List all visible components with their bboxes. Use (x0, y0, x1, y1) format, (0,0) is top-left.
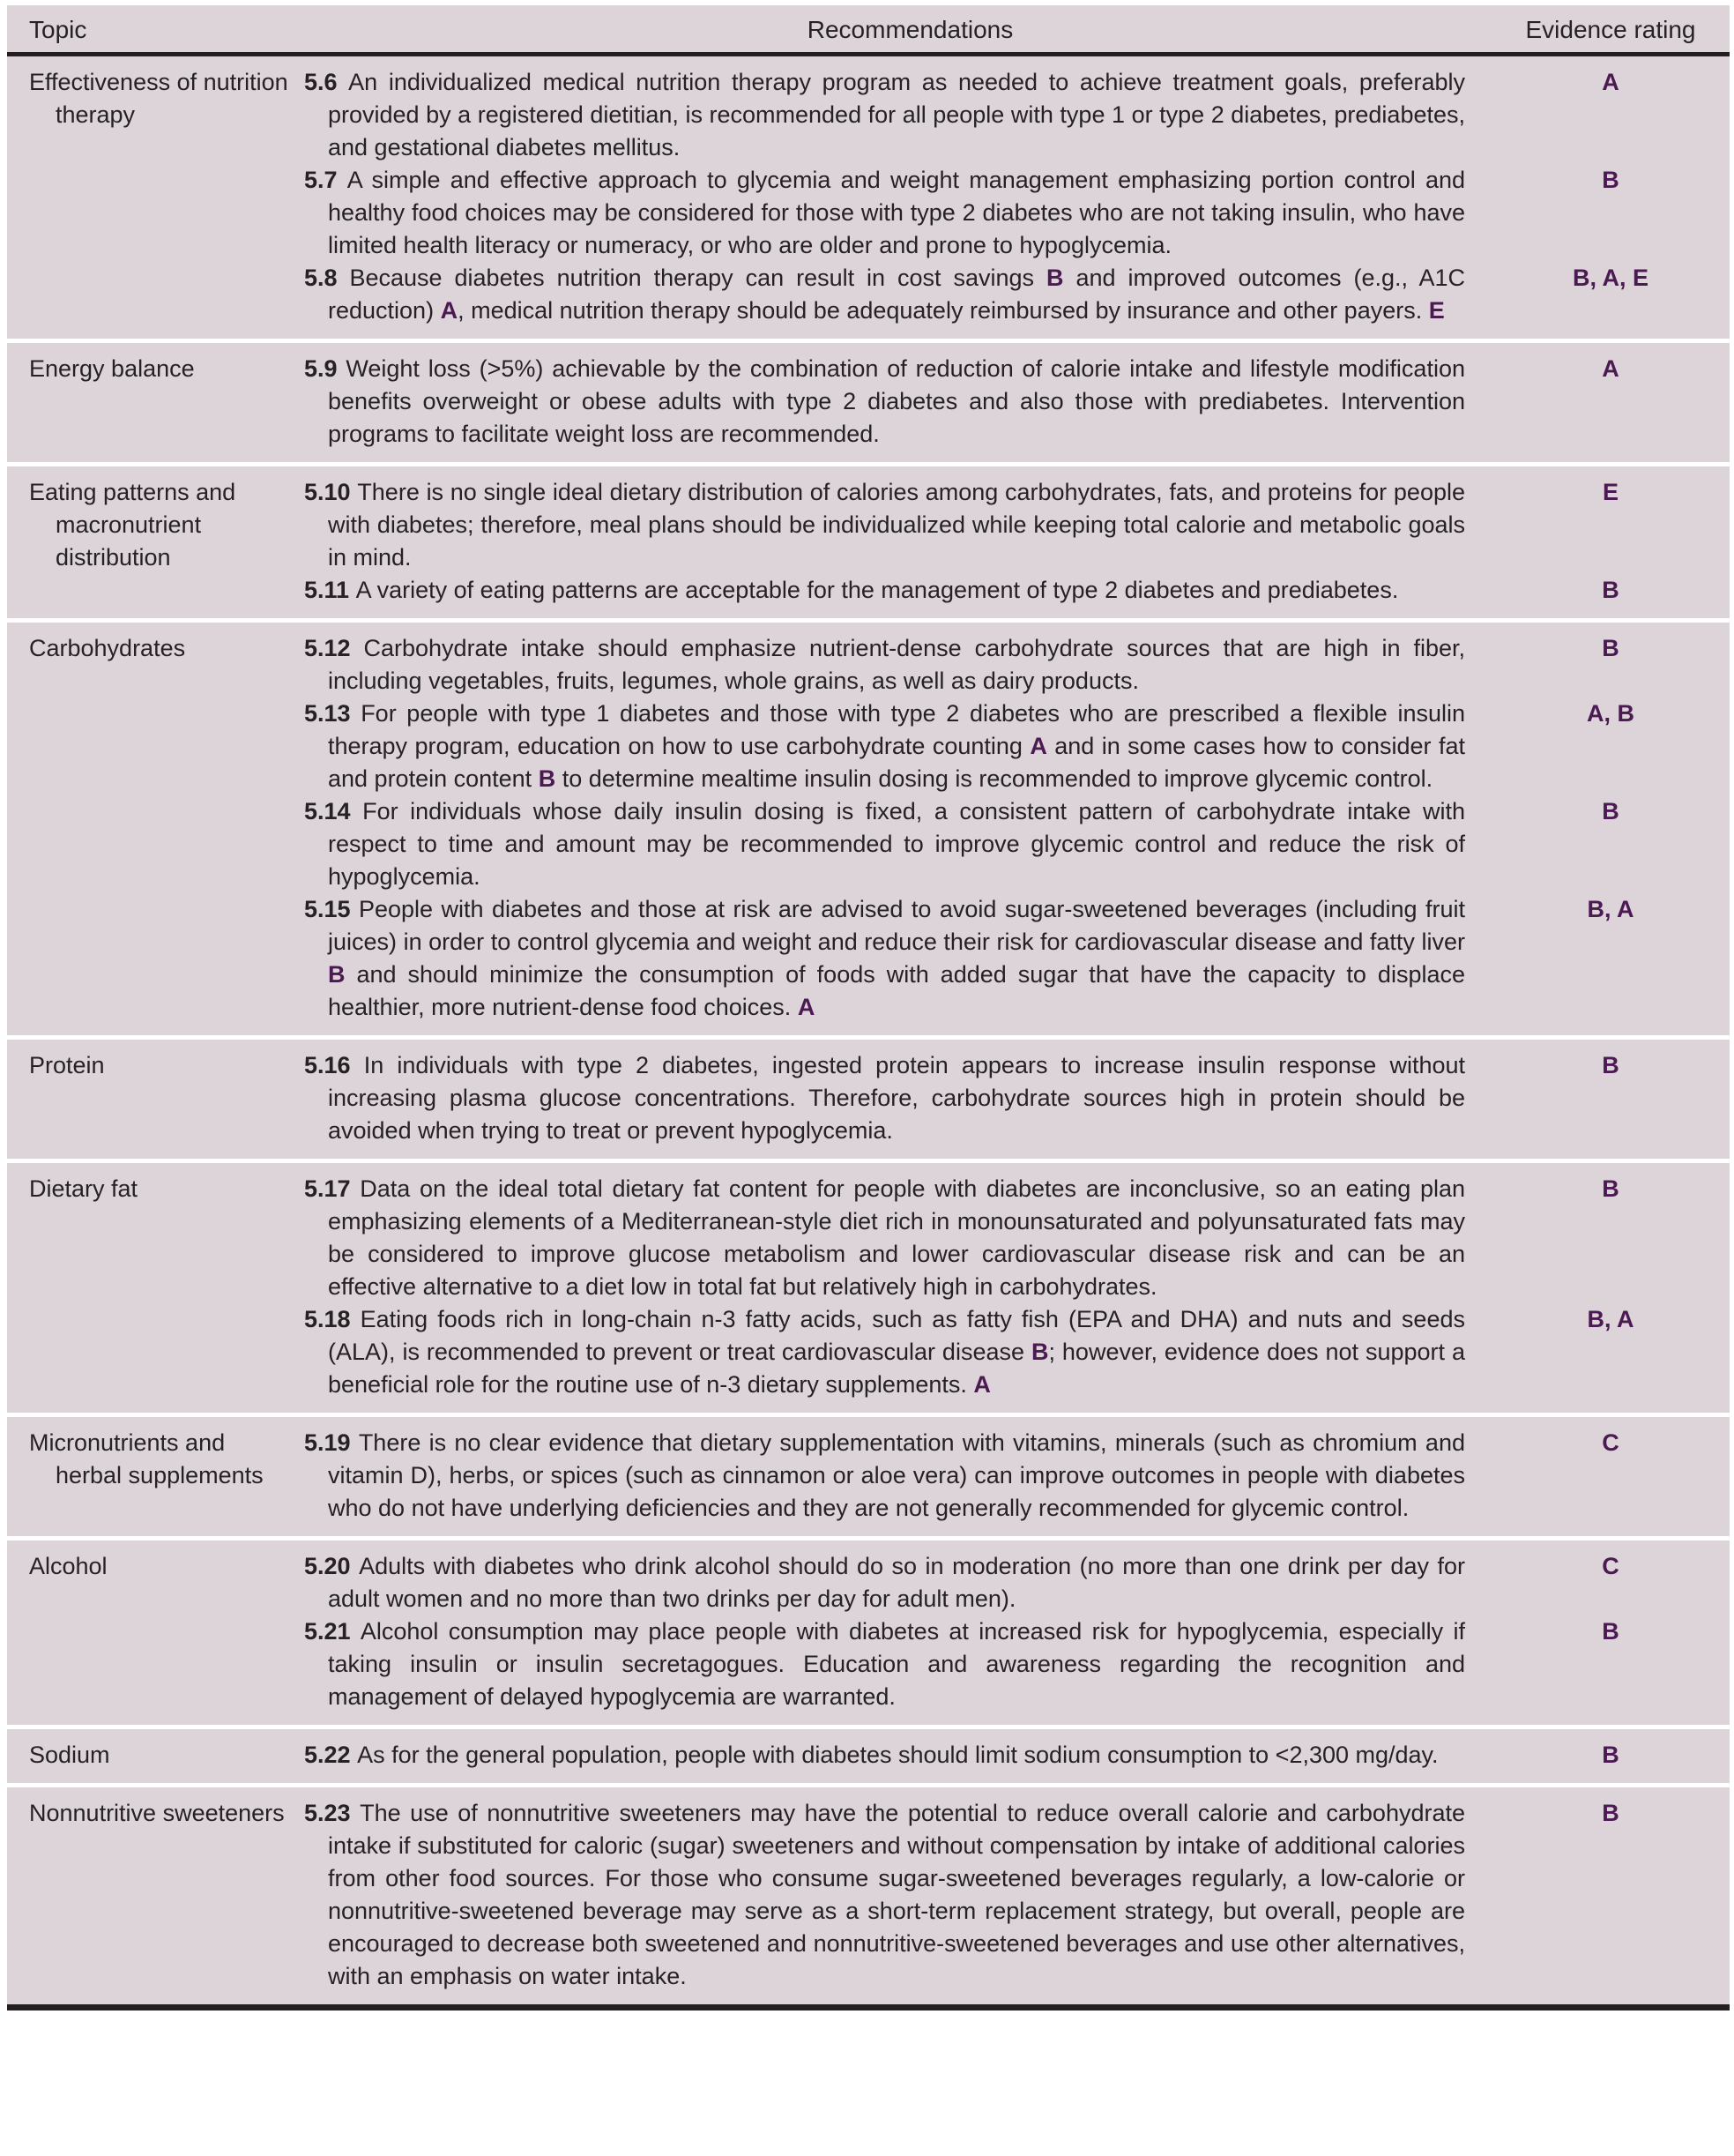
recommendation-number: 5.21 (304, 1618, 361, 1645)
column-header-topic: Topic (29, 16, 87, 43)
inline-evidence-rating: A (1030, 733, 1047, 759)
topic-cell: Protein (29, 1052, 105, 1078)
recommendation-text: 5.23 The use of nonnutritive sweeteners may have the potential to reduce overall calorie and carbohydrate intake if substituted for caloric (sugar) sweeteners and without compensation by intake of additional calories from other food sources. For those who consume sugar-sweetened beverages regularly, a low-calorie or nonnutritive-sweetened beverage may serve as a short-term replacement strategy, but overall, people are encouraged to decrease both sweetened and nonnutritive-sweetened beverages and use other alternatives, with an emphasis on water intake. (304, 1800, 1465, 1989)
inline-evidence-rating: A (440, 297, 458, 324)
recommendation-text: 5.12 Carbohydrate intake should emphasize nutrient-dense carbohydrate sources that are high in fiber, including vegetables, fruits, legumes, whole grains, as well as dairy products. (304, 635, 1465, 694)
topic-cell: Nonnutritive sweeteners (29, 1800, 285, 1826)
evidence-rating: A, B (1587, 700, 1634, 727)
recommendation-text: 5.14 For individuals whose daily insulin dosing is fixed, a consistent pattern of carbohydrate intake with respect to time and amount may be recommended to improve glycemic control and reduce the risk of hypoglycemia. (304, 798, 1465, 890)
evidence-rating: B (1602, 1618, 1619, 1645)
recommendation-text: 5.9 Weight loss (>5%) achievable by the combination of reduction of calorie intake and lifestyle modification benefits overweight or obese adults with type 2 diabetes and also those with prediabetes. Intervention programs to facilitate weight loss are recommended. (304, 355, 1465, 447)
column-header-recommendations: Recommendations (807, 16, 1014, 43)
evidence-rating: B (1602, 577, 1619, 603)
evidence-rating: C (1602, 1553, 1619, 1579)
recommendation-text: 5.11 A variety of eating patterns are acceptable for the management of type 2 diabetes and prediabetes. (304, 577, 1399, 603)
recommendations-table (7, 5, 1730, 2011)
evidence-rating: B (1602, 167, 1619, 193)
recommendation-text: 5.7 A simple and effective approach to glycemia and weight management emphasizing portion control and healthy food choices may be considered for those with type 2 diabetes who are not taking insulin, who have limited health literacy or numeracy, or who are older and prone to hypoglycemia. (304, 167, 1465, 258)
recommendation-number: 5.14 (304, 798, 363, 824)
recommendation-number: 5.10 (304, 479, 358, 505)
recommendation-number: 5.18 (304, 1306, 361, 1332)
topic-section (7, 466, 1730, 618)
recommendation-number: 5.22 (304, 1742, 358, 1768)
recommendation-number: 5.6 (304, 69, 349, 95)
evidence-rating: B (1602, 1742, 1619, 1768)
recommendation-text: 5.13 For people with type 1 diabetes and those with type 2 diabetes who are prescribed a flexible insulin therapy program, education on how to use carbohydrate counting A and in some cases how to consider fat and protein content B to determine mealtime insulin dosing is recommended to improve glycemic control. (304, 700, 1465, 792)
bottom-rule (7, 2004, 1730, 2011)
topic-cell: Sodium (29, 1742, 110, 1768)
recommendation-text: 5.20 Adults with diabetes who drink alcohol should do so in moderation (no more than one drink per day for adult women and no more than two drinks per day for adult men). (304, 1553, 1465, 1612)
inline-evidence-rating: B (1031, 1339, 1049, 1365)
topic-cell: Effectiveness of nutrition therapy (29, 69, 288, 128)
topic-section (7, 1787, 1730, 2004)
evidence-rating: B (1602, 1052, 1619, 1078)
recommendation-text: 5.10 There is no single ideal dietary distribution of calories among carbohydrates, fats, and proteins for people with diabetes; therefore, meal plans should be individualized while keeping total calorie and metabolic goals in mind. (304, 479, 1465, 571)
recommendation-text: 5.22 As for the general population, people with diabetes should limit sodium consumption to <2,300 mg/day. (304, 1742, 1439, 1768)
inline-evidence-rating: A (797, 994, 815, 1020)
recommendation-number: 5.9 (304, 355, 346, 382)
recommendation-number: 5.11 (304, 577, 356, 603)
recommendation-text: 5.6 An individualized medical nutrition therapy program as needed to achieve treatment goals, preferably provided by a registered dietitian, is recommended for all people with type 1 or type 2 diabetes, prediabetes, and gestational diabetes mellitus. (304, 69, 1465, 160)
recommendation-number: 5.16 (304, 1052, 364, 1078)
evidence-rating: B, A (1587, 896, 1634, 922)
topic-cell: Micronutrients and herbal supplements (29, 1429, 264, 1488)
inline-evidence-rating: B (538, 765, 556, 792)
topic-section (7, 343, 1730, 462)
topic-cell: Alcohol (29, 1553, 108, 1579)
evidence-rating: B, A (1587, 1306, 1634, 1332)
recommendation-number: 5.17 (304, 1175, 361, 1202)
recommendation-number: 5.7 (304, 167, 347, 193)
inline-evidence-rating: A (973, 1371, 991, 1398)
recommendation-text: 5.8 Because diabetes nutrition therapy can result in cost savings B and improved outcomes (e.g., A1C reduction) A, medical nutrition therapy should be adequately reimbursed by insurance and other payers. E (304, 265, 1465, 324)
topic-section (7, 1729, 1730, 1783)
recommendation-number: 5.23 (304, 1800, 361, 1826)
evidence-rating: A (1602, 355, 1619, 382)
topic-cell: Carbohydrates (29, 635, 186, 661)
recommendation-number: 5.13 (304, 700, 361, 727)
evidence-rating: E (1602, 479, 1619, 505)
recommendation-number: 5.15 (304, 896, 359, 922)
topic-cell: Eating patterns and macronutrient distribution (29, 479, 236, 571)
table-sections (7, 56, 1730, 2004)
topic-section (7, 56, 1730, 339)
evidence-rating: B (1602, 1800, 1619, 1826)
topic-section (7, 623, 1730, 1035)
recommendation-number: 5.20 (304, 1553, 360, 1579)
evidence-rating: B, A, E (1572, 265, 1648, 291)
topic-cell: Dietary fat (29, 1175, 138, 1202)
evidence-rating: B (1602, 1175, 1619, 1202)
table-header-row (7, 5, 1730, 52)
topic-section (7, 1417, 1730, 1536)
topic-section (7, 1541, 1730, 1725)
evidence-rating: B (1602, 798, 1619, 824)
evidence-rating: C (1602, 1429, 1619, 1456)
recommendation-text: 5.17 Data on the ideal total dietary fat content for people with diabetes are inconclusive, so an eating plan emphasizing elements of a Mediterranean-style diet rich in monounsaturated and polyunsaturated fats may be considered to improve glucose metabolism and lower cardiovascular disease risk and can be an effective alternative to a diet low in total fat but relatively high in carbohydrates. (304, 1175, 1465, 1300)
evidence-rating: B (1602, 635, 1619, 661)
recommendation-text: 5.15 People with diabetes and those at risk are advised to avoid sugar-sweetened beverages (including fruit juices) in order to control glycemia and weight and reduce their risk for cardiovascular disease and fatty liver B and should minimize the consumption of foods with added sugar that have the capacity to displace healthier, more nutrient-dense food choices. A (304, 896, 1465, 1020)
recommendation-text: 5.18 Eating foods rich in long-chain n-3 fatty acids, such as fatty fish (EPA and DHA) and nuts and seeds (ALA), is recommended to prevent or treat cardiovascular disease B; however, evidence does not support a beneficial role for the routine use of n-3 dietary supplements. A (304, 1306, 1465, 1398)
evidence-rating: A (1602, 69, 1619, 95)
topic-section (7, 1040, 1730, 1159)
inline-evidence-rating: B (1046, 265, 1064, 291)
topic-section (7, 1163, 1730, 1413)
recommendation-number: 5.12 (304, 635, 364, 661)
recommendation-number: 5.19 (304, 1429, 359, 1456)
recommendation-text: 5.19 There is no clear evidence that dietary supplementation with vitamins, minerals (such as chromium and vitamin D), herbs, or spices (such as cinnamon or aloe vera) can improve outcomes in people with diabetes who do not have underlying deficiencies and they are not generally recommended for glycemic control. (304, 1429, 1465, 1521)
recommendation-number: 5.8 (304, 265, 350, 291)
column-header-evidence-rating: Evidence rating (1525, 16, 1696, 43)
inline-evidence-rating: E (1428, 297, 1445, 324)
recommendation-text: 5.16 In individuals with type 2 diabetes, ingested protein appears to increase insulin response without increasing plasma glucose concentrations. Therefore, carbohydrate sources high in protein should be avoided when trying to treat or prevent hypoglycemia. (304, 1052, 1465, 1144)
recommendation-text: 5.21 Alcohol consumption may place people with diabetes at increased risk for hypoglycemia, especially if taking insulin or insulin secretagogues. Education and awareness regarding the recognition and management of delayed hypoglycemia are warranted. (304, 1618, 1465, 1710)
inline-evidence-rating: B (328, 961, 346, 988)
topic-cell: Energy balance (29, 355, 195, 382)
